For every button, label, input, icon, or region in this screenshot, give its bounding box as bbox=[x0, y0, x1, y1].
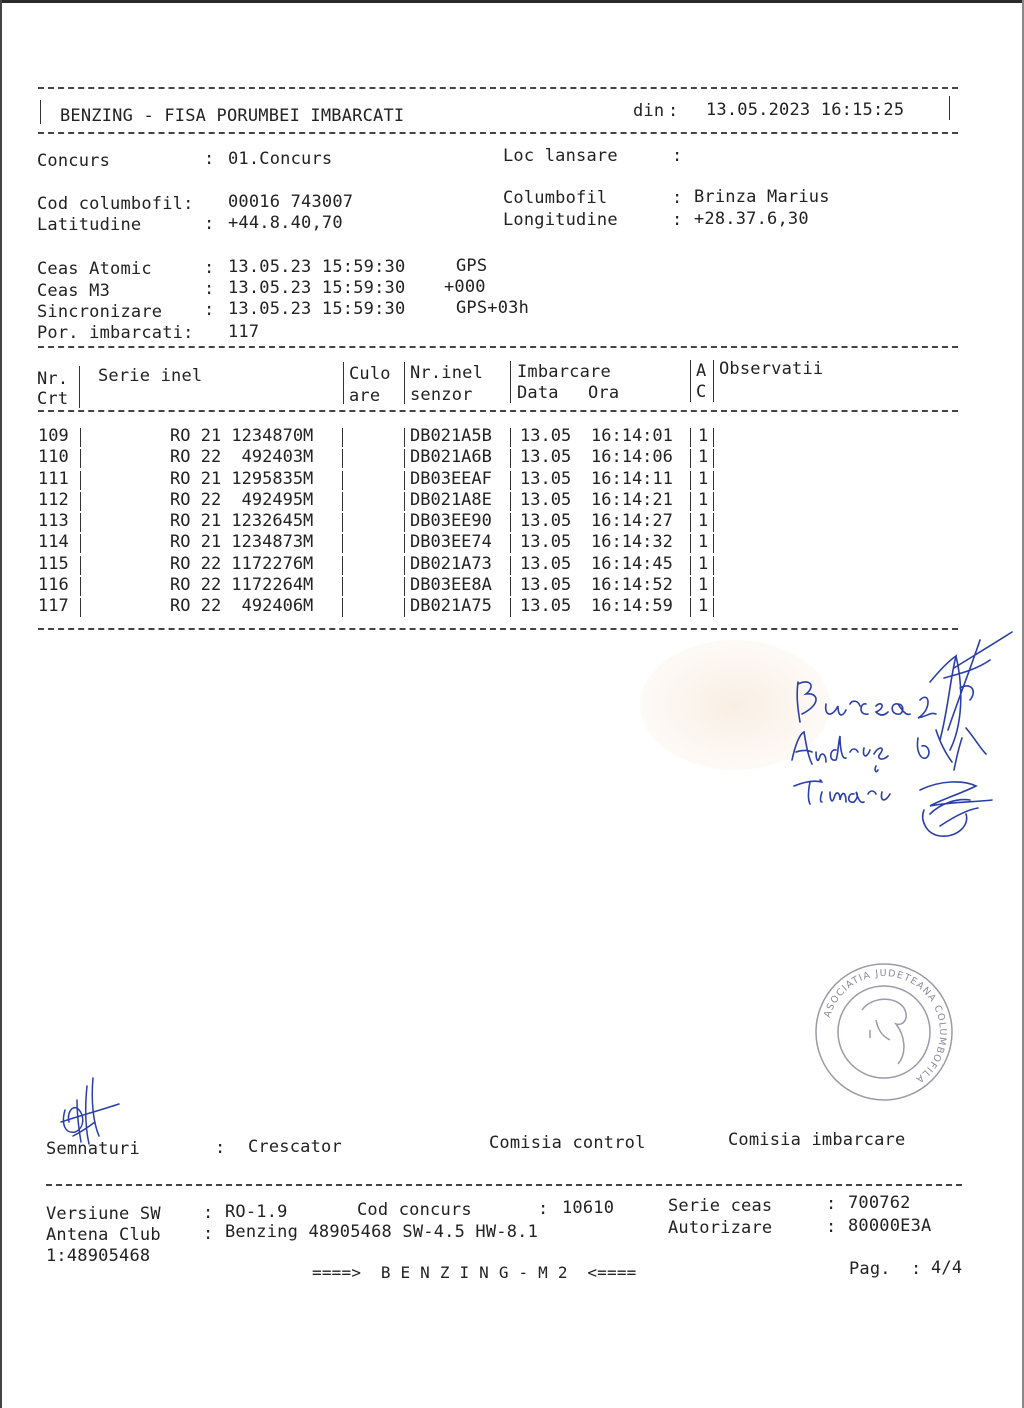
cell-nr: 109 bbox=[38, 426, 69, 446]
antena-line2: 1:48905468 bbox=[46, 1246, 151, 1266]
col-divider bbox=[404, 362, 405, 404]
ceas-m3-extra: +000 bbox=[444, 277, 486, 297]
scan-edge-left bbox=[0, 0, 2, 1408]
col-header-imbarcare: Imbarcare bbox=[517, 362, 611, 382]
longitudine-value: +28.37.6,30 bbox=[694, 209, 809, 229]
cell-divider bbox=[510, 556, 511, 575]
loc-lansare-label: Loc lansare bbox=[503, 146, 618, 166]
cell-divider bbox=[404, 534, 405, 553]
cell-divider bbox=[510, 428, 511, 447]
divider bbox=[46, 1184, 962, 1186]
cell-divider bbox=[80, 428, 81, 447]
col-header-crt: Crt bbox=[37, 389, 69, 409]
versiune-value: RO-1.9 bbox=[225, 1202, 288, 1222]
cell-serie: RO 21 1234870M bbox=[170, 426, 314, 446]
sincronizare-extra: GPS+03h bbox=[456, 298, 530, 318]
semnaturi-label: Semnaturi bbox=[46, 1139, 140, 1159]
cell-divider bbox=[713, 534, 714, 553]
cell-ac: 1 bbox=[698, 532, 709, 553]
cell-divider bbox=[404, 428, 405, 447]
col-header-culo: Culo bbox=[349, 364, 391, 384]
cell-serie: RO 22 492403M bbox=[170, 447, 314, 468]
cell-ora: 16:14:59 bbox=[591, 596, 673, 616]
association-stamp bbox=[812, 960, 956, 1104]
cell-senzor: DB03EE8A bbox=[410, 574, 492, 595]
col-header-a: A bbox=[696, 361, 707, 381]
cell-senzor: DB021A8E bbox=[410, 489, 492, 510]
header-right-bar bbox=[949, 96, 950, 120]
cell-ora: 16:14:27 bbox=[591, 511, 673, 531]
cell-serie: RO 21 1295835M bbox=[170, 468, 314, 489]
cell-senzor: DB021A75 bbox=[410, 596, 492, 616]
cell-divider bbox=[510, 471, 511, 490]
cell-ac: 1 bbox=[698, 447, 709, 468]
colon: : bbox=[204, 279, 215, 299]
cell-ac: 1 bbox=[698, 489, 709, 510]
colon: : bbox=[672, 210, 683, 230]
col-header-nrinel: Nr.inel bbox=[410, 363, 484, 383]
colon: : bbox=[204, 214, 215, 234]
cod-columbofil-value: 00016 743007 bbox=[228, 192, 354, 212]
cell-divider bbox=[690, 449, 691, 468]
cell-nr: 117 bbox=[38, 596, 69, 616]
cell-divider bbox=[510, 513, 511, 532]
pag-value: 4/4 bbox=[931, 1258, 963, 1278]
ceas-atomic-label: Ceas Atomic bbox=[37, 259, 152, 279]
colon: : bbox=[204, 258, 215, 278]
col-header-nr: Nr. bbox=[37, 369, 69, 389]
columbofil-label: Columbofil bbox=[503, 188, 608, 208]
colon: : bbox=[215, 1138, 226, 1158]
cell-divider bbox=[690, 428, 691, 447]
cell-nr: 116 bbox=[38, 574, 69, 595]
cell-divider bbox=[80, 556, 81, 575]
cell-divider bbox=[342, 513, 343, 532]
colon: : bbox=[204, 300, 215, 320]
cell-divider bbox=[404, 577, 405, 596]
comisia-control-label: Comisia control bbox=[489, 1133, 646, 1153]
cell-divider bbox=[404, 449, 405, 468]
handwritten-commission-signatures bbox=[780, 630, 1015, 850]
scan-edge-top bbox=[0, 0, 1024, 3]
crescator-label: Crescator bbox=[248, 1137, 342, 1157]
cell-ac: 1 bbox=[698, 426, 709, 446]
cell-nr: 114 bbox=[38, 532, 69, 553]
comisia-imbarcare-label: Comisia imbarcare bbox=[728, 1130, 906, 1150]
cod-columbofil-label: Cod columbofil: bbox=[37, 194, 194, 214]
col-divider bbox=[690, 360, 691, 402]
sincronizare-label: Sincronizare bbox=[37, 302, 163, 322]
cell-divider bbox=[713, 428, 714, 447]
cod-concurs-label: Cod concurs bbox=[357, 1200, 472, 1220]
cell-ac: 1 bbox=[698, 553, 709, 574]
cell-data: 13.05 bbox=[520, 596, 572, 616]
cell-divider bbox=[510, 577, 511, 596]
divider bbox=[38, 87, 958, 89]
cell-divider bbox=[80, 534, 81, 553]
cell-senzor: DB03EEAF bbox=[410, 468, 492, 489]
cell-senzor: DB021A6B bbox=[410, 447, 492, 468]
date-value: 13.05.2023 16:15:25 bbox=[706, 100, 905, 120]
cell-divider bbox=[342, 471, 343, 490]
col-divider bbox=[510, 361, 511, 403]
cell-data: 13.05 bbox=[520, 426, 572, 446]
cell-divider bbox=[404, 556, 405, 575]
cell-divider bbox=[342, 428, 343, 447]
cell-data: 13.05 bbox=[520, 532, 572, 553]
cell-serie: RO 22 1172276M bbox=[170, 553, 314, 574]
ceas-atomic-value: 13.05.23 15:59:30 bbox=[228, 257, 406, 277]
antena-label: Antena Club bbox=[46, 1225, 161, 1245]
cell-data: 13.05 bbox=[520, 489, 572, 510]
cell-ac: 1 bbox=[698, 468, 709, 489]
cell-ac: 1 bbox=[698, 511, 709, 531]
cell-divider bbox=[404, 492, 405, 511]
cell-divider bbox=[713, 556, 714, 575]
cell-divider bbox=[510, 598, 511, 617]
cell-senzor: DB021A73 bbox=[410, 553, 492, 574]
versiune-label: Versiune SW bbox=[46, 1204, 161, 1224]
autorizare-value: 80000E3A bbox=[848, 1216, 932, 1236]
cell-ac: 1 bbox=[698, 574, 709, 595]
cell-nr: 110 bbox=[38, 447, 69, 468]
cell-nr: 111 bbox=[38, 468, 69, 489]
cell-divider bbox=[713, 471, 714, 490]
cell-divider bbox=[713, 449, 714, 468]
cell-divider bbox=[80, 598, 81, 617]
ceas-atomic-extra: GPS bbox=[456, 256, 488, 276]
serie-ceas-value: 700762 bbox=[848, 1193, 911, 1213]
benzing-banner: ====> B E N Z I N G - M 2 <==== bbox=[312, 1263, 637, 1282]
sincronizare-value: 13.05.23 15:59:30 bbox=[228, 299, 406, 319]
cell-serie: RO 21 1232645M bbox=[170, 511, 314, 531]
cell-data: 13.05 bbox=[520, 553, 572, 574]
stamp-text: ASOCIATIA JUDETEANA COLUMBOFILA bbox=[822, 967, 949, 1086]
serie-ceas-label: Serie ceas bbox=[668, 1196, 773, 1216]
colon: : bbox=[911, 1259, 922, 1279]
longitudine-label: Longitudine bbox=[503, 210, 618, 230]
col-divider bbox=[79, 366, 80, 408]
cell-nr: 115 bbox=[38, 553, 69, 574]
cell-data: 13.05 bbox=[520, 468, 572, 489]
header-left-bar bbox=[40, 100, 41, 124]
cell-divider bbox=[342, 492, 343, 511]
cell-serie: RO 22 492406M bbox=[170, 596, 314, 616]
cell-divider bbox=[80, 471, 81, 490]
colon: : bbox=[204, 149, 215, 169]
cell-serie: RO 22 1172264M bbox=[170, 574, 314, 595]
cell-nr: 113 bbox=[38, 511, 69, 531]
col-header-are: are bbox=[349, 386, 381, 406]
crescator-signature bbox=[55, 1070, 130, 1150]
cell-divider bbox=[404, 513, 405, 532]
col-header-observatii: Observatii bbox=[719, 359, 824, 379]
cell-divider bbox=[690, 492, 691, 511]
cell-serie: RO 21 1234873M bbox=[170, 532, 314, 553]
latitudine-label: Latitudine bbox=[37, 215, 142, 235]
antena-value: Benzing 48905468 SW-4.5 HW-8.1 bbox=[225, 1222, 539, 1242]
colon: : bbox=[538, 1199, 549, 1219]
cell-divider bbox=[713, 598, 714, 617]
cell-divider bbox=[342, 556, 343, 575]
cell-senzor: DB03EE90 bbox=[410, 511, 492, 531]
col-header-c: C bbox=[696, 382, 707, 402]
cell-ac: 1 bbox=[698, 596, 709, 616]
date-label: din bbox=[633, 101, 665, 121]
columbofil-value: Brinza Marius bbox=[694, 187, 830, 207]
cell-ora: 16:14:52 bbox=[591, 574, 673, 595]
concurs-label: Concurs bbox=[37, 151, 111, 171]
document-title: BENZING - FISA PORUMBEI IMBARCATI bbox=[60, 106, 405, 126]
cell-divider bbox=[342, 534, 343, 553]
cell-nr: 112 bbox=[38, 489, 69, 510]
cell-divider bbox=[690, 471, 691, 490]
cell-divider bbox=[80, 577, 81, 596]
concurs-value: 01.Concurs bbox=[228, 149, 333, 169]
cell-ora: 16:14:45 bbox=[591, 553, 673, 574]
cell-divider bbox=[713, 513, 714, 532]
cell-divider bbox=[404, 598, 405, 617]
cell-divider bbox=[690, 534, 691, 553]
cell-divider bbox=[342, 598, 343, 617]
col-header-serie: Serie inel bbox=[98, 366, 203, 386]
cell-divider bbox=[404, 471, 405, 490]
cell-divider bbox=[80, 513, 81, 532]
cell-ora: 16:14:11 bbox=[591, 468, 673, 489]
cell-divider bbox=[510, 449, 511, 468]
colon: : bbox=[668, 101, 679, 121]
divider bbox=[38, 410, 958, 412]
cell-data: 13.05 bbox=[520, 574, 572, 595]
latitudine-value: +44.8.40,70 bbox=[228, 213, 343, 233]
colon: : bbox=[826, 1194, 837, 1214]
cell-senzor: DB021A5B bbox=[410, 426, 492, 446]
por-imbarcati-label: Por. imbarcati: bbox=[37, 323, 194, 343]
colon: : bbox=[672, 188, 683, 208]
ceas-m3-label: Ceas M3 bbox=[37, 281, 111, 301]
cell-divider bbox=[690, 556, 691, 575]
colon: : bbox=[203, 1203, 214, 1223]
cell-divider bbox=[690, 598, 691, 617]
autorizare-label: Autorizare bbox=[668, 1218, 773, 1238]
pag-label: Pag. bbox=[849, 1259, 891, 1279]
colon: : bbox=[203, 1224, 214, 1244]
cell-ora: 16:14:32 bbox=[591, 532, 673, 553]
cell-ora: 16:14:01 bbox=[591, 426, 673, 446]
col-header-senzor: senzor bbox=[410, 385, 473, 405]
col-divider bbox=[343, 362, 344, 404]
cell-divider bbox=[690, 513, 691, 532]
cell-divider bbox=[510, 534, 511, 553]
col-divider bbox=[713, 360, 714, 402]
cell-ora: 16:14:06 bbox=[591, 447, 673, 468]
colon: : bbox=[826, 1217, 837, 1237]
col-header-data: Data bbox=[517, 383, 559, 403]
cell-divider bbox=[342, 449, 343, 468]
cell-data: 13.05 bbox=[520, 447, 572, 468]
cell-serie: RO 22 492495M bbox=[170, 489, 314, 510]
cell-divider bbox=[80, 492, 81, 511]
cell-divider bbox=[80, 449, 81, 468]
cell-divider bbox=[690, 577, 691, 596]
divider bbox=[38, 132, 958, 134]
cell-data: 13.05 bbox=[520, 511, 572, 531]
colon: : bbox=[672, 146, 683, 166]
cell-ora: 16:14:21 bbox=[591, 489, 673, 510]
cell-divider bbox=[713, 577, 714, 596]
cell-divider bbox=[713, 492, 714, 511]
divider bbox=[38, 346, 958, 348]
cell-senzor: DB03EE74 bbox=[410, 532, 492, 553]
por-imbarcati-value: 117 bbox=[228, 322, 260, 342]
ceas-m3-value: 13.05.23 15:59:30 bbox=[228, 278, 406, 298]
cod-concurs-value: 10610 bbox=[562, 1198, 615, 1218]
cell-divider bbox=[342, 577, 343, 596]
col-header-ora: Ora bbox=[588, 383, 620, 403]
cell-divider bbox=[510, 492, 511, 511]
